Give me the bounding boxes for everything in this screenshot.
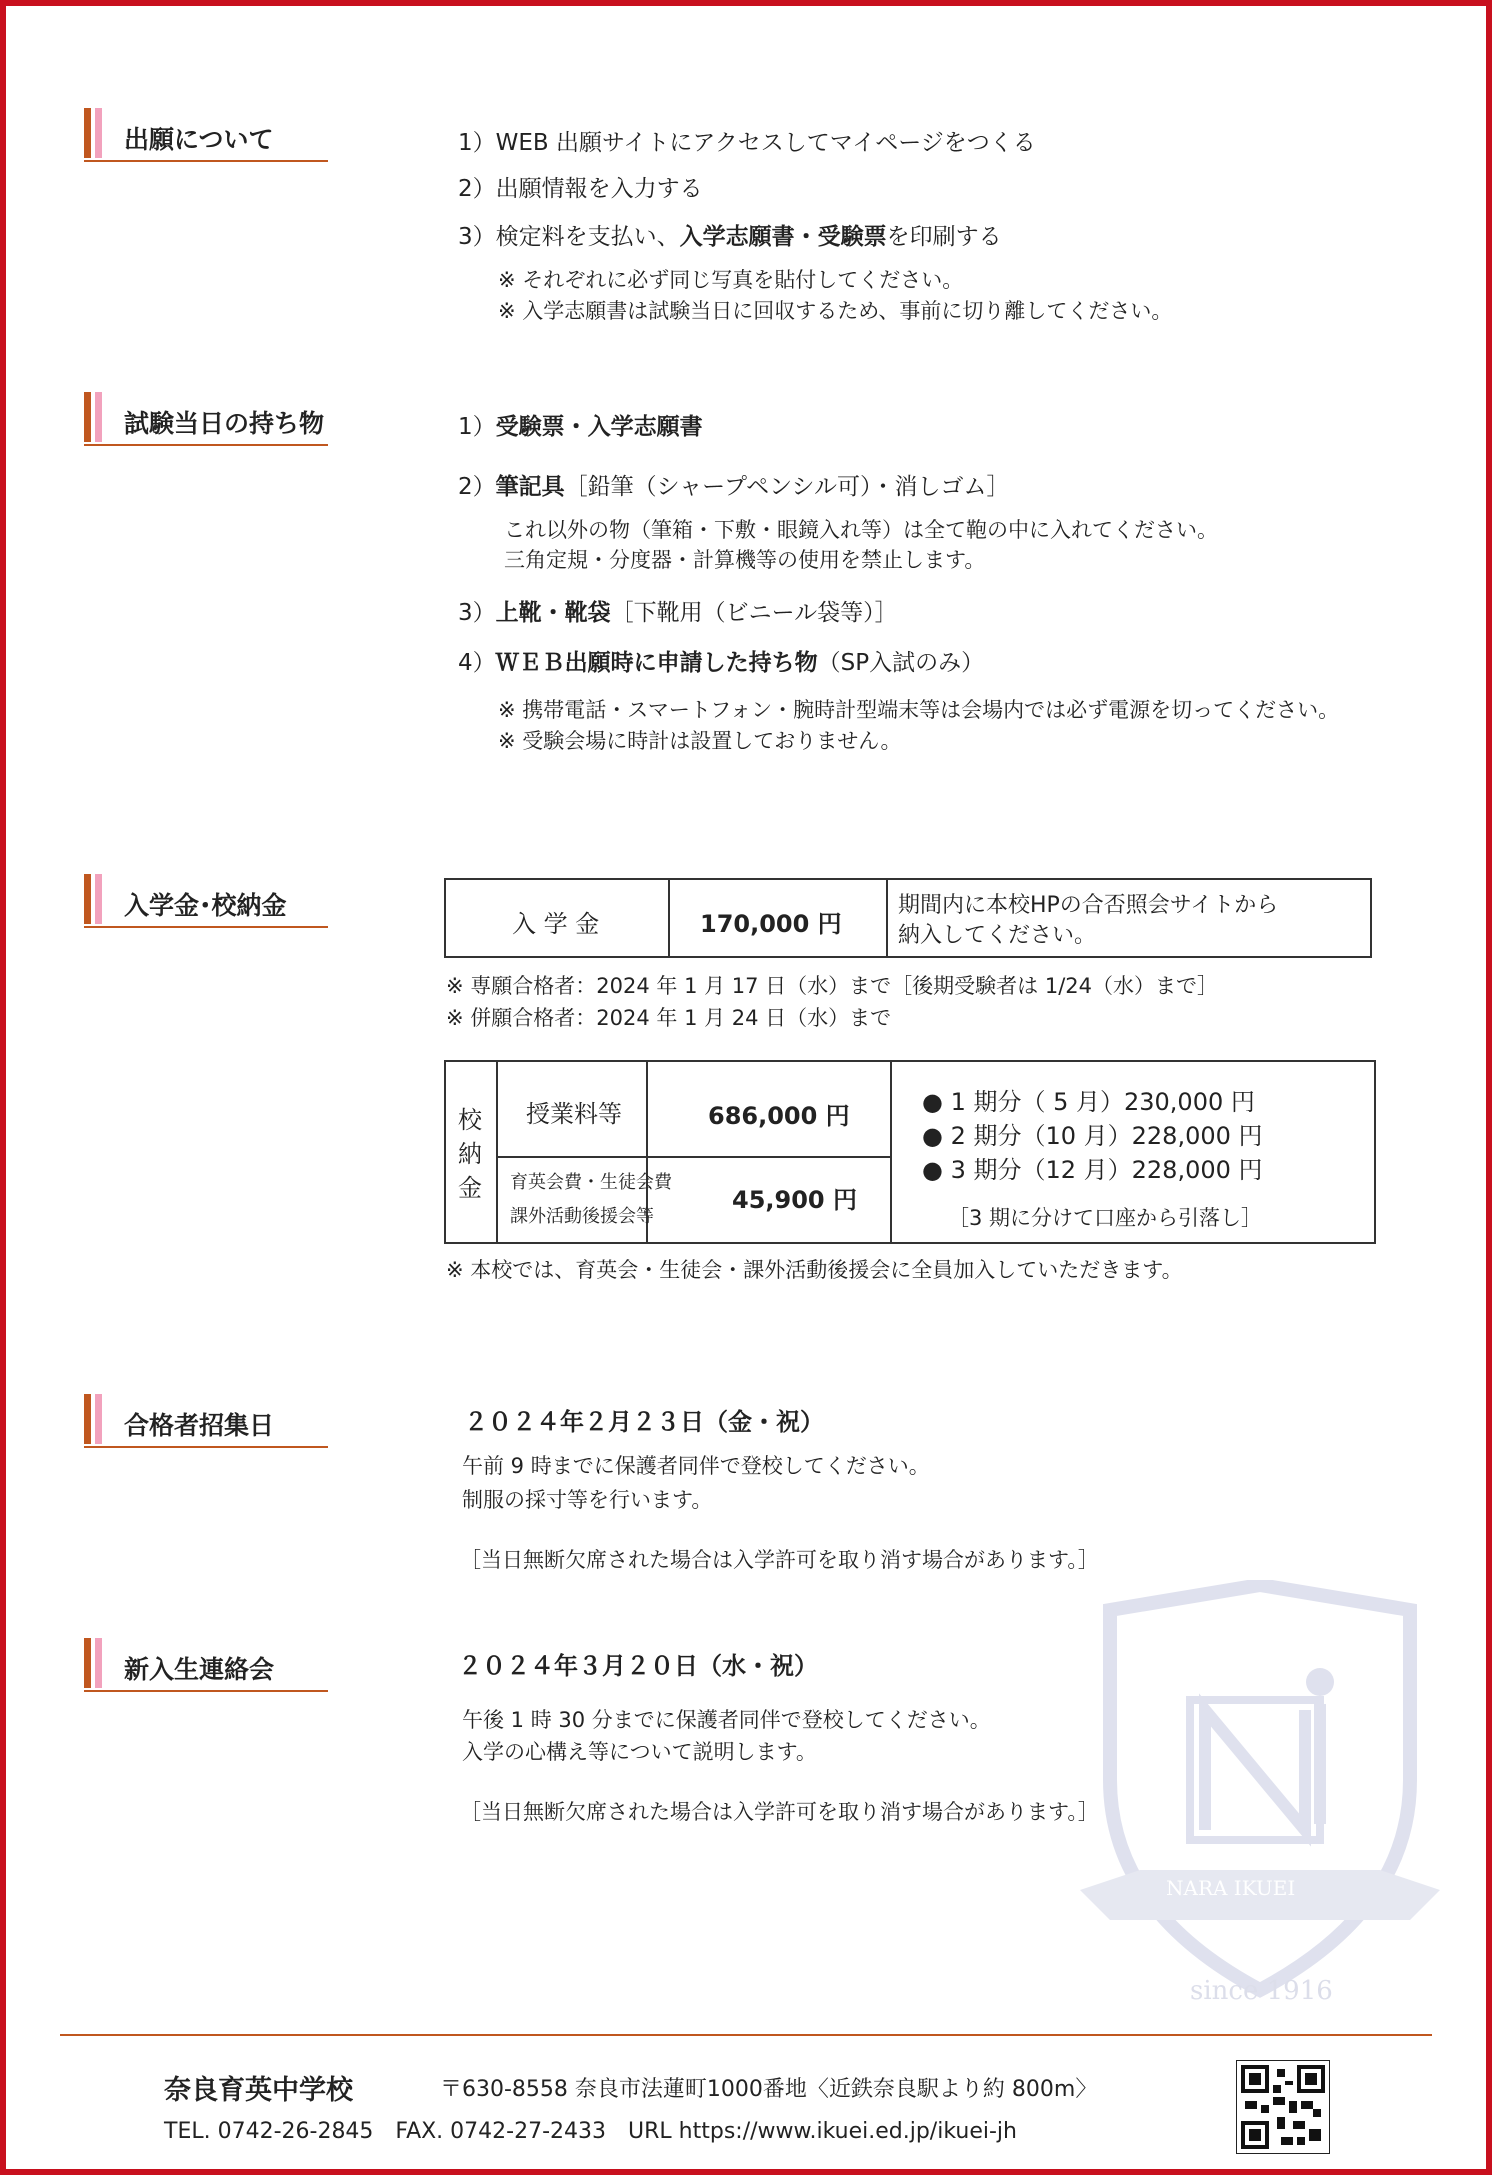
heading-accent-bar [84, 392, 91, 442]
tuition-amount: 686,000 円 [708, 1102, 850, 1130]
belongings-item-2-note: 三角定規・分度器・計算機等の使用を禁止します。 [504, 548, 986, 572]
school-fee-vertical-label: 校 [458, 1106, 482, 1134]
tuition-label: 授業料等 [526, 1100, 622, 1128]
item-bold-text: 筆記具 [495, 474, 565, 500]
heading-pink-bar [95, 1638, 102, 1688]
item-text: ［下靴用（ビニール袋等）］ [610, 600, 898, 626]
installment-note: ［3 期に分けて口座から引落し］ [948, 1206, 1263, 1230]
admission-label-cell [446, 880, 670, 956]
item-number: 1） [458, 414, 496, 440]
step-bold-text: 入学志願書・受験票 [679, 224, 887, 250]
application-step-2: 2）出願情報を入力する [458, 176, 703, 202]
orientation-warning: ［当日無断欠席された場合は入学許可を取り消す場合があります。］ [460, 1800, 1099, 1824]
school-fee-vertical-label: 金 [458, 1174, 482, 1202]
belongings-item-2 [458, 468, 1009, 501]
deadline-note: ※ 専願合格者：2024 年 1 月 17 日（水）まで［後期受験者は 1/24（水）まで］ [446, 974, 1219, 998]
section-title: 出願について [124, 125, 274, 154]
school-address: 〒630-8558 奈良市法蓮町1000番地〈近鉄奈良駅より約 800m〉 [440, 2077, 1098, 2102]
footer-divider [60, 2034, 1432, 2036]
admission-amount: 170,000 円 [700, 910, 842, 938]
heading-pink-bar [95, 392, 102, 442]
belongings-item-3 [458, 594, 898, 627]
item-bold-text: 受験票・入学志願書 [495, 414, 703, 440]
installment-line: ● 1 期分（ 5 月）230,000 円 [922, 1088, 1255, 1116]
heading-accent-bar [84, 1394, 91, 1444]
association-fee-label: 課外活動後援会等 [510, 1206, 654, 1227]
association-fee-label: 育英会費・生徒会費 [510, 1172, 672, 1193]
school-fee-table [444, 1060, 1376, 1244]
item-text: ［鉛筆（シャープペンシル可）・消しゴム］ [564, 474, 1010, 500]
school-fee-vertical-label: 納 [458, 1140, 482, 1168]
installment-line: ● 3 期分（12 月）228,000 円 [922, 1156, 1263, 1184]
membership-note: ※ 本校では、育英会・生徒会・課外活動後援会に全員加入していただきます。 [446, 1258, 1183, 1282]
admission-label: 入 学 金 [512, 910, 600, 938]
association-fee-amount: 45,900 円 [732, 1186, 857, 1214]
item-bold-text: 上靴・靴袋 [495, 600, 611, 626]
section-heading-fees [84, 874, 328, 928]
emblem-since: since 1916 [1190, 1976, 1333, 2006]
heading-pink-bar [95, 874, 102, 924]
orientation-line: 入学の心構え等について説明します。 [462, 1740, 817, 1764]
section-title: 入学金･校納金 [124, 891, 287, 920]
belongings-item-2-note: これ以外の物（筆箱・下敷・眼鏡入れ等）は全て鞄の中に入れてください。 [504, 518, 1218, 542]
section-heading-application [84, 108, 328, 162]
gathering-line: 制服の採寸等を行います。 [462, 1488, 713, 1512]
table-divider [890, 1062, 892, 1242]
heading-accent-bar [84, 874, 91, 924]
step-text: 検定料を支払い、 [495, 224, 680, 250]
item-text: （SP入試のみ） [817, 650, 985, 676]
belongings-item-1 [458, 408, 703, 441]
admission-amount-cell [670, 880, 888, 956]
emblem-label: NARA IKUEI [1166, 1876, 1296, 1900]
orientation-date: ２０２４年３月２０日（水・祝） [458, 1652, 818, 1680]
heading-pink-bar [95, 108, 102, 158]
section-title: 新入生連絡会 [124, 1655, 275, 1684]
application-note: ※ 入学志願書は試験当日に回収するため、事前に切り離してください。 [498, 299, 1173, 323]
application-step-3 [458, 218, 1002, 251]
section-title: 合格者招集日 [124, 1411, 275, 1440]
item-number: 2） [458, 474, 496, 500]
step-number: 3） [458, 224, 496, 250]
school-contact: TEL. 0742-26-2845 FAX. 0742-27-2433 URL https://www.ikuei.ed.jp/ikuei-jh [164, 2119, 1017, 2144]
school-emblem-watermark [1080, 1580, 1440, 2020]
item-number: 3） [458, 600, 496, 626]
table-divider [496, 1062, 498, 1242]
application-step-1: 1）WEB 出願サイトにアクセスしてマイページをつくる [458, 130, 1036, 156]
section-heading-gathering [84, 1394, 328, 1448]
section-title: 試験当日の持ち物 [124, 409, 325, 438]
belongings-item-4 [458, 644, 984, 677]
section-heading-orientation [84, 1638, 328, 1692]
belongings-note: ※ 携帯電話・スマートフォン・腕時計型端末等は会場内では必ず電源を切ってください。 [498, 698, 1340, 722]
belongings-note: ※ 受験会場に時計は設置しておりません。 [498, 729, 902, 753]
heading-pink-bar [95, 1394, 102, 1444]
school-name: 奈良育英中学校 [164, 2075, 353, 2106]
table-divider [496, 1156, 890, 1158]
application-note: ※ それぞれに必ず同じ写真を貼付してください。 [498, 268, 964, 292]
admission-note-line: 期間内に本校HPの合否照会サイトから [898, 893, 1279, 918]
deadline-note: ※ 併願合格者：2024 年 1 月 24 日（水）まで [446, 1006, 892, 1030]
admission-fee-table [444, 878, 1372, 958]
item-bold-text: ＷＥＢ出願時に申請した持ち物 [495, 650, 818, 676]
admission-note-line: 納入してください。 [898, 923, 1097, 948]
gathering-line: 午前 9 時までに保護者同伴で登校してください。 [462, 1454, 930, 1478]
section-heading-belongings [84, 392, 328, 446]
item-number: 4） [458, 650, 496, 676]
installment-line: ● 2 期分（10 月）228,000 円 [922, 1122, 1263, 1150]
heading-accent-bar [84, 1638, 91, 1688]
step-text-end: を印刷する [886, 224, 1002, 250]
gathering-warning: ［当日無断欠席された場合は入学許可を取り消す場合があります。］ [460, 1548, 1099, 1572]
gathering-date: ２０２４年２月２３日（金・祝） [464, 1408, 824, 1436]
orientation-line: 午後 1 時 30 分までに保護者同伴で登校してください。 [462, 1708, 991, 1732]
qr-code[interactable] [1236, 2060, 1330, 2154]
heading-accent-bar [84, 108, 91, 158]
